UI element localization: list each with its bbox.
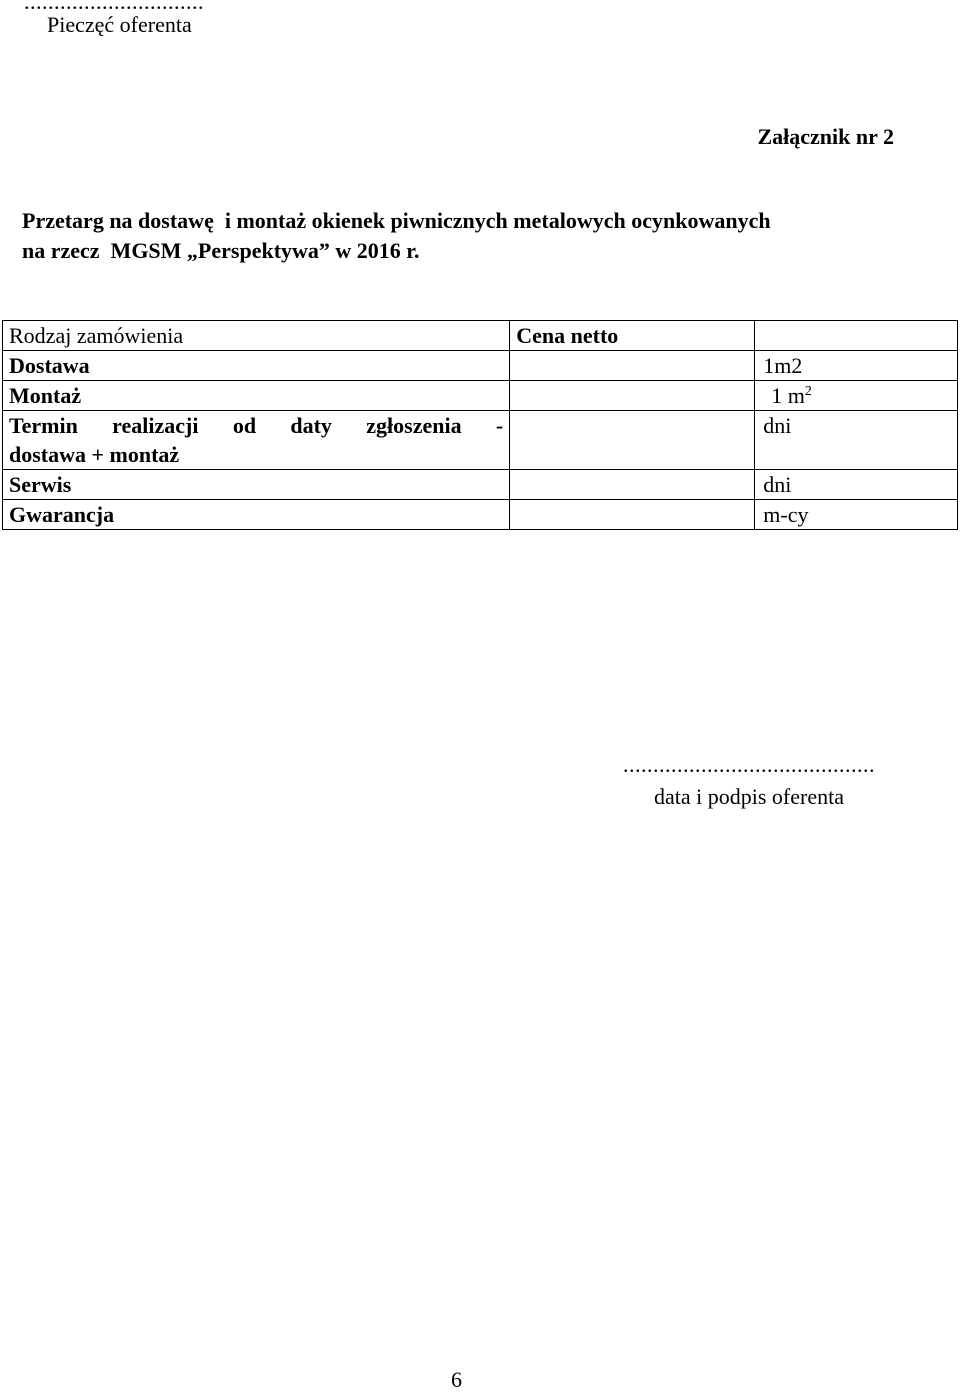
row-label-serwis: Serwis [3,470,510,500]
page-number: 6 [451,1367,462,1392]
row-label-montaz: Montaż [3,381,510,411]
tender-title-line-1: Przetarg na dostawę i montaż okienek piwnicznych metalowych ocynkowanych [22,208,771,233]
unit-serwis: dni [755,470,958,500]
unit-montaz: 1 $m^2$ [755,381,958,411]
price-field-serwis[interactable] [510,470,755,500]
row-label-termin [3,411,510,470]
unit-termin: dni [755,411,958,470]
signature-dotted-line: .......................................... [623,752,875,777]
unit-gwarancja: m-cy [755,500,958,530]
table-row-dostawa [3,351,958,381]
table-row-gwarancja [3,500,958,530]
header-unit [755,321,958,351]
offer-form-table [2,320,958,530]
table-row-montaz [3,381,958,411]
stamp-label: Pieczęć oferenta [47,12,192,37]
termin-line-1: Termin realizacji od daty zgłoszenia - [9,413,504,438]
header-net-price: Cena netto [510,321,755,351]
unit-dostawa: 1m2 [755,351,958,381]
row-label-gwarancja: Gwarancja [3,500,510,530]
termin-line-2: dostawa + montaż [9,442,180,467]
table-header-row [3,321,958,351]
tender-title-line-2: na rzecz MGSM „Perspektywa” w 2016 r. [22,238,420,263]
header-order-type: Rodzaj zamówienia [3,321,510,351]
table-row-termin [3,411,958,470]
attachment-number: Załącznik nr 2 [757,124,894,149]
price-field-dostawa[interactable] [510,351,755,381]
tender-title [22,206,771,266]
stamp-dotted-line: .............................. [24,0,204,14]
price-field-termin[interactable] [510,411,755,470]
row-label-dostawa: Dostawa [3,351,510,381]
price-field-gwarancja[interactable] [510,500,755,530]
table-row-serwis [3,470,958,500]
signature-label: data i podpis oferenta [654,784,844,809]
price-field-montaz[interactable] [510,381,755,411]
